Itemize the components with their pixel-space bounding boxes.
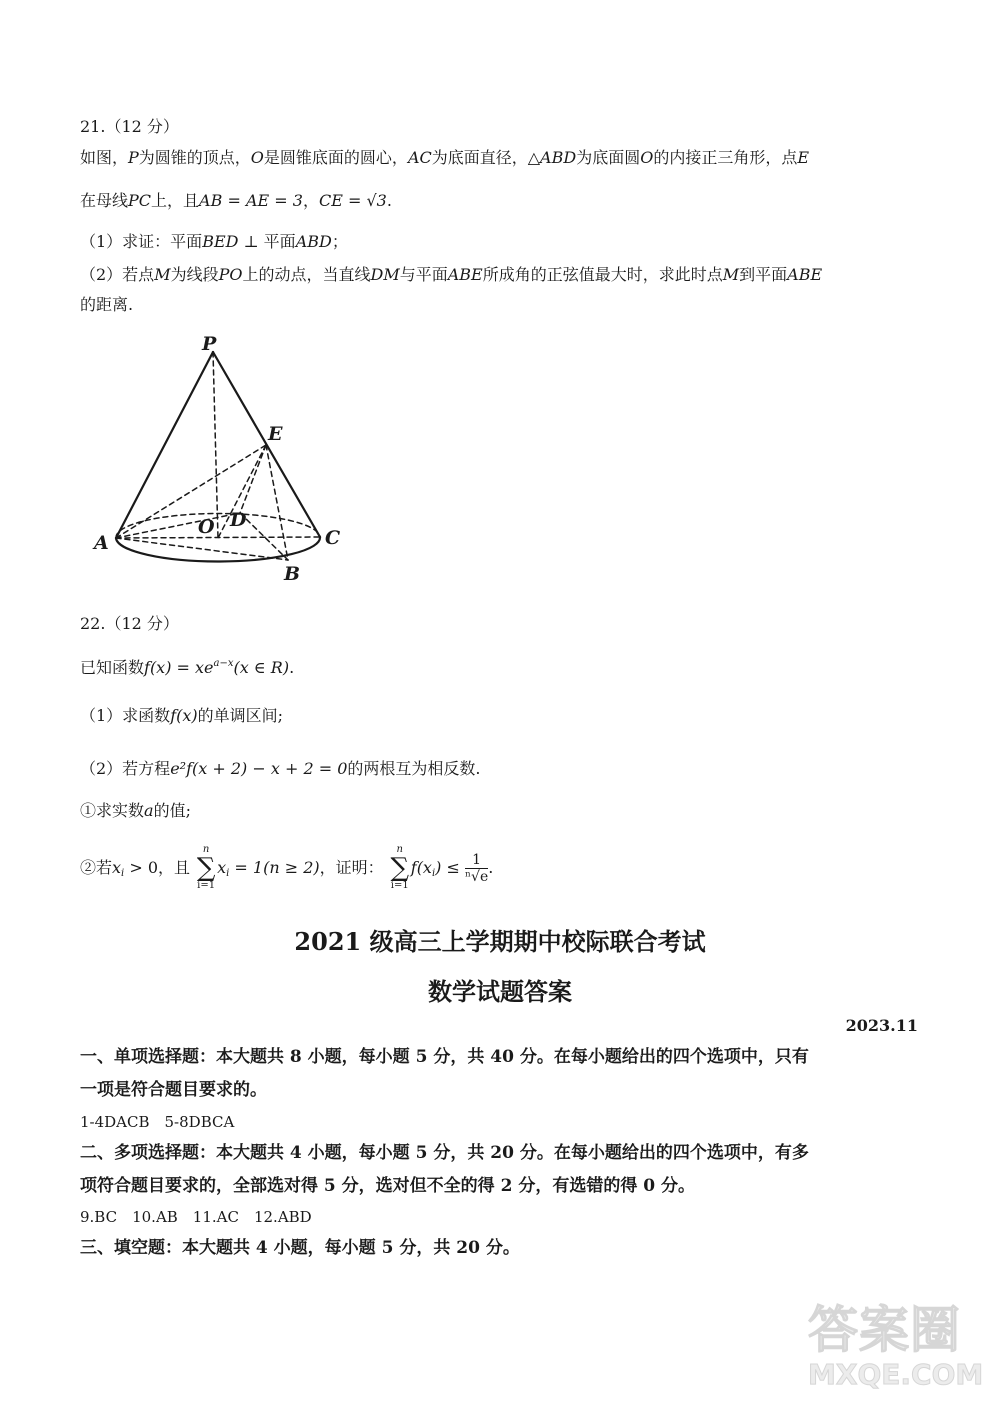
line-PO <box>213 352 218 538</box>
label-B: B <box>284 563 301 585</box>
cone-figure <box>88 330 358 585</box>
sec1-line2: 一项是符合题目要求的。 <box>80 1080 267 1100</box>
label-C: C <box>325 527 341 549</box>
line-AD <box>116 513 240 538</box>
sec2-line1: 二、多项选择题：本大题共 4 小题，每小题 5 分，共 20 分。在每小题给出的四个选项中，有多 <box>80 1143 809 1163</box>
line-ED <box>240 445 266 513</box>
label-A: A <box>94 532 109 554</box>
answer-date: 2023.11 <box>845 1016 918 1035</box>
q22-given: 已知函数$f(x) = xe^{a-x}(x$ ∈ R). <box>80 658 295 677</box>
answer-title-2: 数学试题答案 <box>428 977 572 1006</box>
sec1-answers: 1-4DACB 5-8DBCA <box>80 1113 235 1131</box>
q22-part1: （1）求函数f(x)的单调区间; <box>80 706 284 725</box>
q21-line2: 在母线PC上，且AB = AE = 3，CE = √3. <box>80 191 392 210</box>
watermark-logo: 答案圈 MXQE.COM <box>808 1301 984 1391</box>
sum-symbol-2: n ∑ i=1 <box>390 844 410 891</box>
q22-sub1: ①求实数a的值; <box>80 801 191 820</box>
base-front <box>116 537 320 562</box>
fraction: $\frac{1}{\text{ⁿ√e}}$ <box>464 852 489 885</box>
q22-sub2: ②若$x_i > 0$，且 n ∑ i=1 $x_i = 1(n \ge 2)$，证明： n ∑ i=1 $f(x_i)$ ≤ $\frac{1}{\text{ⁿ√e}}$ . <box>80 844 494 891</box>
answer-title-1: 2021 级高三上学期期中校际联合考试 <box>294 927 706 956</box>
q21-header: 21.（12 分） <box>80 117 179 136</box>
label-D: D <box>230 509 247 531</box>
q21-line1: 如图，P为圆锥的顶点，O是圆锥底面的圆心，AC为底面直径，△ABD为底面圆O的内接正三角形，点E <box>80 148 810 167</box>
sec2-line2: 项符合题目要求的，全部选对得 5 分，选对但不全的得 2 分，有选错的得 0 分。 <box>80 1176 695 1196</box>
q21-part2: （2）若点M为线段PO上的动点，当直线DM与平面ABE所成角的正弦值最大时，求此时点M到平面ABE <box>80 265 823 284</box>
q21-part2-tail: 的距离. <box>80 295 134 314</box>
line-AB <box>116 538 288 560</box>
sec3-line1: 三、填空题：本大题共 4 小题，每小题 5 分，共 20 分。 <box>80 1238 520 1258</box>
q22-part2: （2）若方程e²f(x + 2) − x + 2 = 0的两根互为相反数. <box>80 759 481 778</box>
sum-symbol-1: n ∑ i=1 <box>196 844 216 891</box>
sec2-answers: 9.BC 10.AB 11.AC 12.ABD <box>80 1208 312 1226</box>
q22-header: 22.（12 分） <box>80 614 179 633</box>
q21-part1: （1）求证：平面BED ⊥ 平面ABD； <box>80 232 348 251</box>
sec1-line1: 一、单项选择题：本大题共 8 小题，每小题 5 分，共 40 分。在每小题给出的四个选项中，只有 <box>80 1047 809 1067</box>
label-O: O <box>198 516 215 538</box>
edge-PA <box>116 352 213 538</box>
label-P: P <box>202 333 217 355</box>
label-E: E <box>268 423 283 445</box>
